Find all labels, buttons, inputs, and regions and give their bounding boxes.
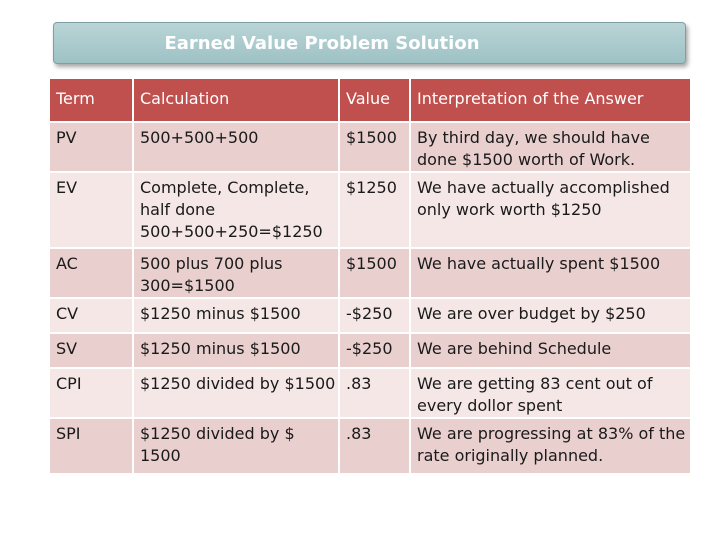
cell-value: -$250 (339, 333, 410, 368)
cell-value: $1250 (339, 172, 410, 248)
cell-value: .83 (339, 368, 410, 418)
header-value: Value (339, 78, 410, 122)
table-row (49, 122, 691, 172)
cell-interpretation: We have actually accomplished only work worth $1250 (410, 172, 691, 248)
cell-calculation: 500 plus 700 plus 300=$1500 (133, 248, 339, 298)
cell-term: AC (49, 248, 133, 298)
cell-term: SPI (49, 418, 133, 474)
cell-interpretation: We have actually spent $1500 (410, 248, 691, 298)
cell-value: $1500 (339, 122, 410, 172)
table-row (49, 418, 691, 474)
cell-calculation: $1250 divided by $ 1500 (133, 418, 339, 474)
cell-calculation: Complete, Complete, half done 500+500+250=$1250 (133, 172, 339, 248)
cell-term: SV (49, 333, 133, 368)
cell-term: EV (49, 172, 133, 248)
table-header-row (49, 78, 691, 122)
earned-value-table (48, 77, 692, 475)
header-term: Term (49, 78, 133, 122)
cell-interpretation: We are getting 83 cent out of every dollor spent (410, 368, 691, 418)
table-row (49, 333, 691, 368)
cell-interpretation: We are progressing at 83% of the rate originally planned. (410, 418, 691, 474)
cell-value: -$250 (339, 298, 410, 333)
header-calculation: Calculation (133, 78, 339, 122)
cell-value: .83 (339, 418, 410, 474)
cell-value: $1500 (339, 248, 410, 298)
cell-interpretation: We are behind Schedule (410, 333, 691, 368)
cell-calculation: $1250 divided by $1500 (133, 368, 339, 418)
cell-interpretation: We are over budget by $250 (410, 298, 691, 333)
cell-calculation: 500+500+500 (133, 122, 339, 172)
cell-term: CPI (49, 368, 133, 418)
cell-calculation: $1250 minus $1500 (133, 298, 339, 333)
table-row (49, 368, 691, 418)
slide-title: Earned Value Problem Solution (164, 33, 480, 54)
cell-interpretation: By third day, we should have done $1500 worth of Work. (410, 122, 691, 172)
table-row (49, 298, 691, 333)
header-interpretation: Interpretation of the Answer (410, 78, 691, 122)
title-banner (53, 22, 686, 64)
table-row (49, 172, 691, 248)
cell-term: CV (49, 298, 133, 333)
cell-term: PV (49, 122, 133, 172)
table-row (49, 248, 691, 298)
cell-calculation: $1250 minus $1500 (133, 333, 339, 368)
